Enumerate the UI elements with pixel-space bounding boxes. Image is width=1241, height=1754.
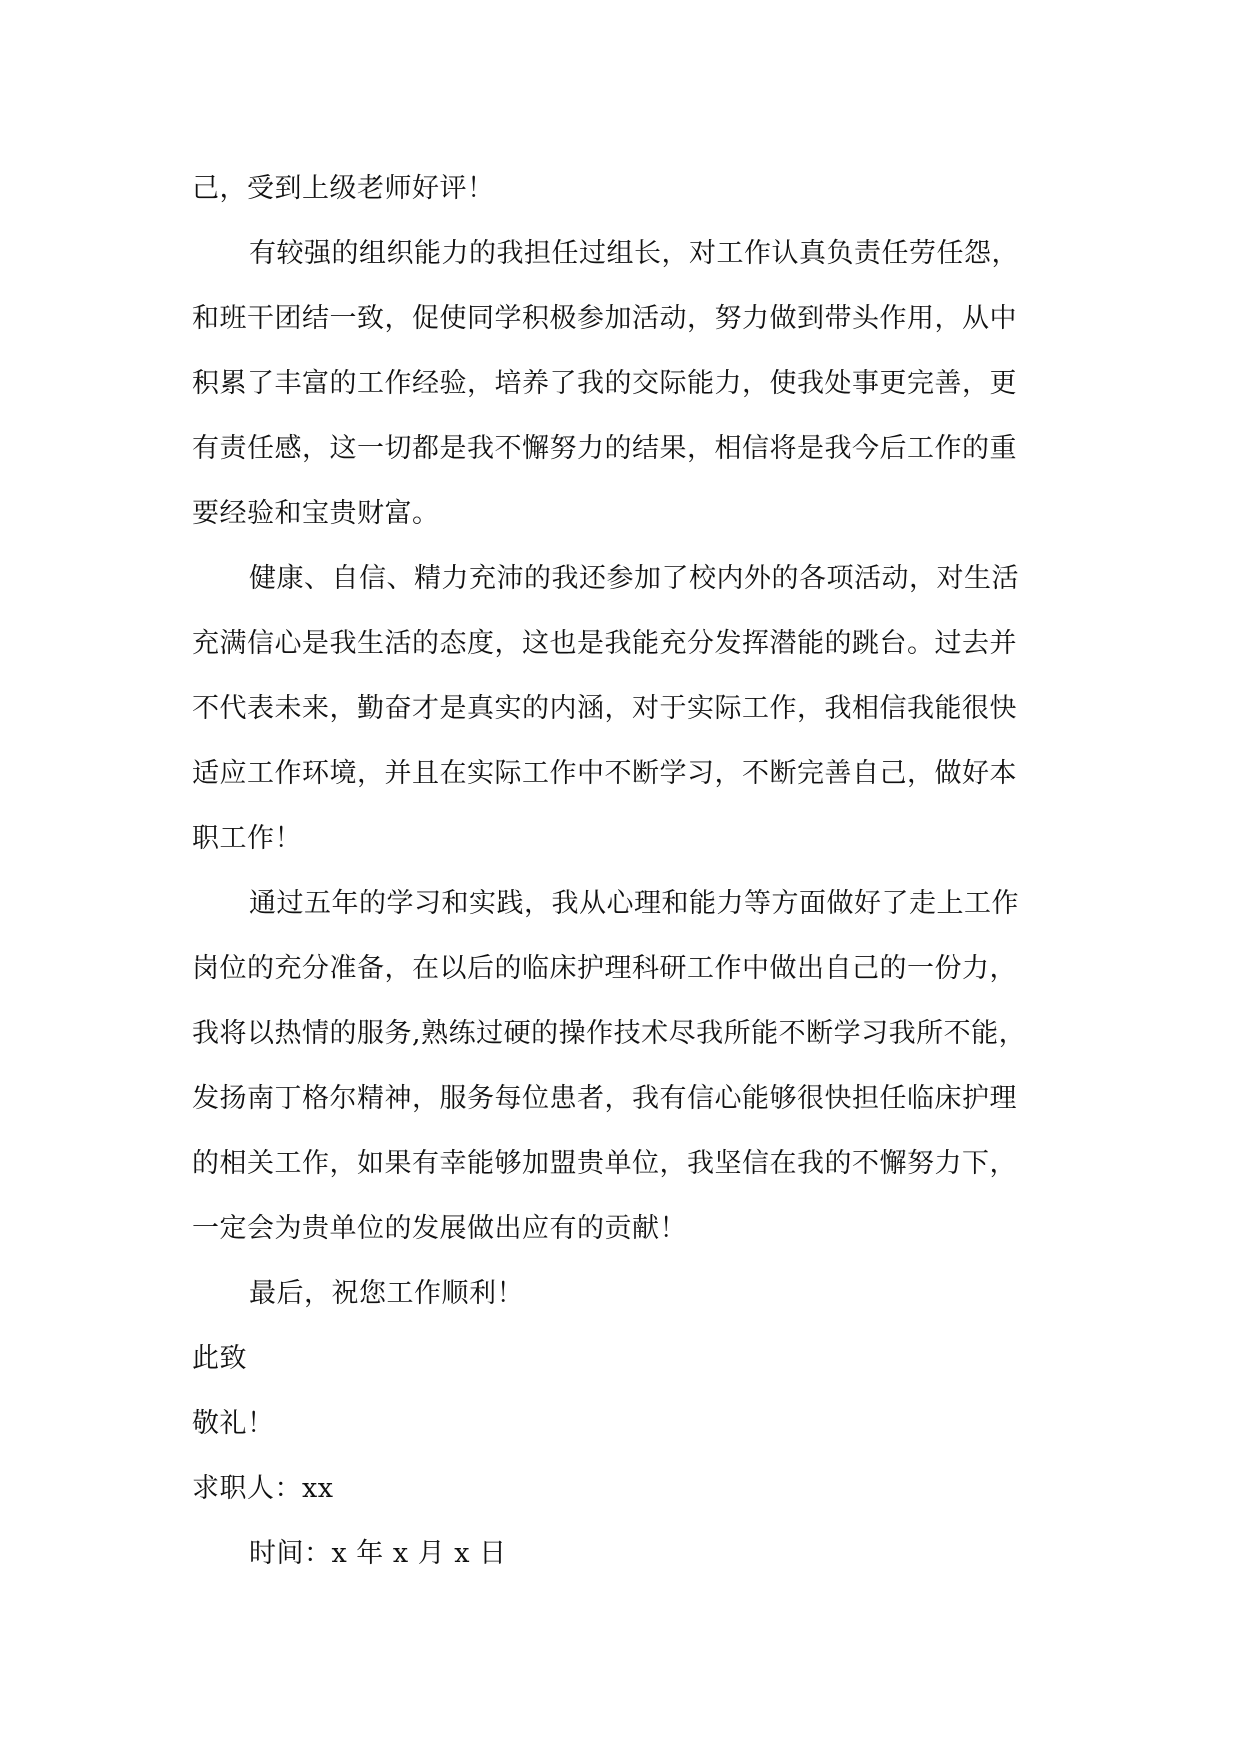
- applicant-signature: 求职人：xx: [192, 1473, 334, 1504]
- text-line: 要经验和宝贵财富。: [192, 498, 440, 529]
- text-line: 的相关工作，如果有幸能够加盟贵单位，我坚信在我的不懈努力下，: [192, 1148, 1017, 1179]
- paragraph-start-line: 有较强的组织能力的我担任过组长，对工作认真负责任劳任怨，: [249, 238, 1019, 269]
- paragraph-start-line: 通过五年的学习和实践，我从心理和能力等方面做好了走上工作: [249, 888, 1019, 919]
- paragraph-start-line: 健康、自信、精力充沛的我还参加了校内外的各项活动，对生活: [249, 563, 1019, 594]
- text-line: 我将以热情的服务,熟练过硬的操作技术尽我所能不断学习我所不能，: [192, 1018, 1027, 1049]
- text-line: 和班干团结一致，促使同学积极参加活动，努力做到带头作用，从中: [192, 303, 1017, 334]
- letter-body: [192, 156, 1060, 1586]
- text-line: 不代表未来，勤奋才是真实的内涵，对于实际工作，我相信我能很快: [192, 693, 1017, 724]
- text-line: 发扬南丁格尔精神，服务每位患者，我有信心能够很快担任临床护理: [192, 1083, 1017, 1114]
- closing-wish: 最后，祝您工作顺利！: [249, 1278, 524, 1309]
- text-line: 一定会为贵单位的发展做出应有的贡献！: [192, 1213, 687, 1244]
- text-line: 适应工作环境，并且在实际工作中不断学习，不断完善自己，做好本: [192, 758, 1017, 789]
- text-line: 岗位的充分准备，在以后的临床护理科研工作中做出自己的一份力，: [192, 953, 1017, 984]
- text-line: 充满信心是我生活的态度，这也是我能充分发挥潜能的跳台。过去并: [192, 628, 1017, 659]
- text-line: 职工作！: [192, 823, 302, 854]
- text-line: 积累了丰富的工作经验，培养了我的交际能力，使我处事更完善，更: [192, 368, 1017, 399]
- salutation-line: 敬礼！: [192, 1408, 275, 1439]
- date-line: 时间：x 年 x 月 x 日: [249, 1538, 507, 1569]
- text-line: 己，受到上级老师好评！: [192, 173, 495, 204]
- text-line: 有责任感，这一切都是我不懈努力的结果，相信将是我今后工作的重: [192, 433, 1017, 464]
- salutation-line: 此致: [192, 1343, 247, 1374]
